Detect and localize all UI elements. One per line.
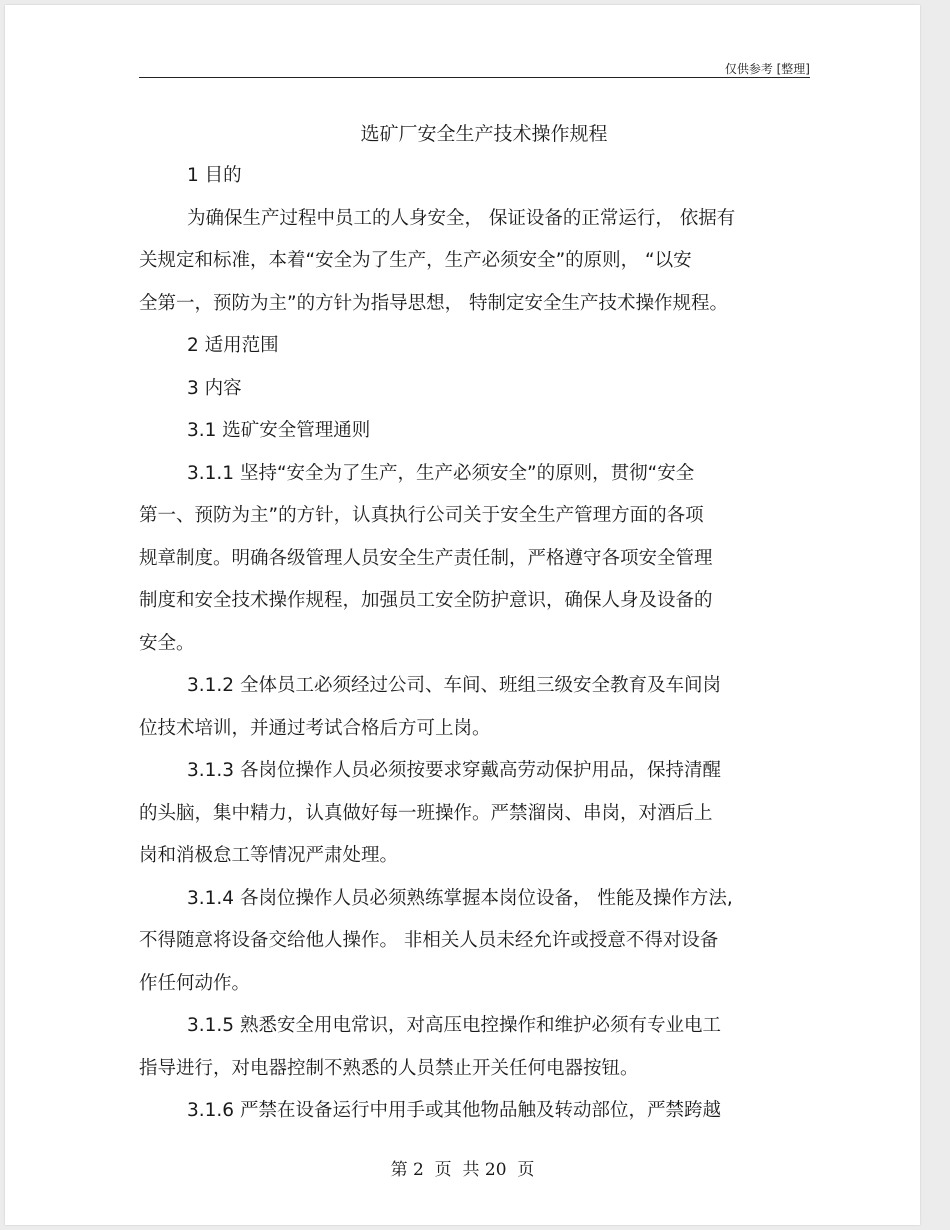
text-line: 3.1.4 各岗位操作人员必须熟练掌握本岗位设备， 性能及操作方法, — [187, 887, 733, 909]
text-line: 不得随意将设备交给他人操作。 非相关人员未经允许或授意不得对设备 — [139, 930, 719, 951]
text-line: 第一、预防为主”的方针，认真执行公司关于安全生产管理方面的各项 — [139, 505, 704, 526]
text-line: 3.1.6 严禁在设备运行中用手或其他物品触及转动部位，严禁跨越 — [187, 1100, 721, 1121]
text-line: 规章制度。明确各级管理人员安全生产责任制，严格遵守各项安全管理 — [139, 547, 713, 569]
text-line: 3.1.2 全体员工必须经过公司、车间、班组三级安全教育及车间岗 — [187, 675, 721, 696]
text-line: 3.1.5 熟悉安全用电常识，对高压电控操作和维护必须有专业电工 — [187, 1015, 721, 1036]
text-line: 全第一，预防为主”的方针为指导思想， 特制定安全生产技术操作规程。 — [139, 292, 728, 314]
text-line: 作任何动作。 — [139, 972, 251, 994]
text-line: 位技术培训，并通过考试合格后方可上岗。 — [139, 717, 491, 739]
text-line: 指导进行，对电器控制不熟悉的人员禁止开关任何电器按钮。 — [139, 1057, 639, 1079]
header-note: 仅供参考 [整理] — [724, 62, 810, 76]
text-line: 3.1.1 坚持“安全为了生产，生产必须安全”的原则，贯彻“安全 — [187, 462, 695, 484]
text-line: 为确保生产过程中员工的人身安全， 保证设备的正常运行， 依据有 — [187, 207, 736, 229]
text-line: 岗和消极怠工等情况严肃处理。 — [139, 845, 399, 866]
text-line: 3.1 选矿安全管理通则 — [187, 420, 371, 441]
header-rule — [139, 77, 810, 78]
text-line: 制度和安全技术操作规程，加强员工安全防护意识，确保人身及设备的 — [139, 590, 713, 611]
text-line: 3.1.3 各岗位操作人员必须按要求穿戴高劳动保护用品，保持清醒 — [187, 760, 721, 781]
page-footer: 第 2 页 共 20 页 — [390, 1160, 535, 1180]
text-line: 2 适用范围 — [187, 335, 279, 356]
document-lines — [139, 155, 819, 1133]
text-line: 的头脑，集中精力，认真做好每一班操作。严禁溜岗、串岗，对酒后上 — [139, 802, 713, 824]
document-title: 选矿厂安全生产技术操作规程 — [360, 123, 608, 145]
document-page — [5, 5, 920, 1225]
text-line: 3 内容 — [187, 377, 242, 399]
document-body — [139, 113, 819, 1133]
text-line: 1 目的 — [187, 165, 242, 186]
text-line: 关规定和标准，本着“安全为了生产，生产必须安全”的原则， “以安 — [139, 250, 692, 271]
text-line: 安全。 — [139, 632, 195, 654]
